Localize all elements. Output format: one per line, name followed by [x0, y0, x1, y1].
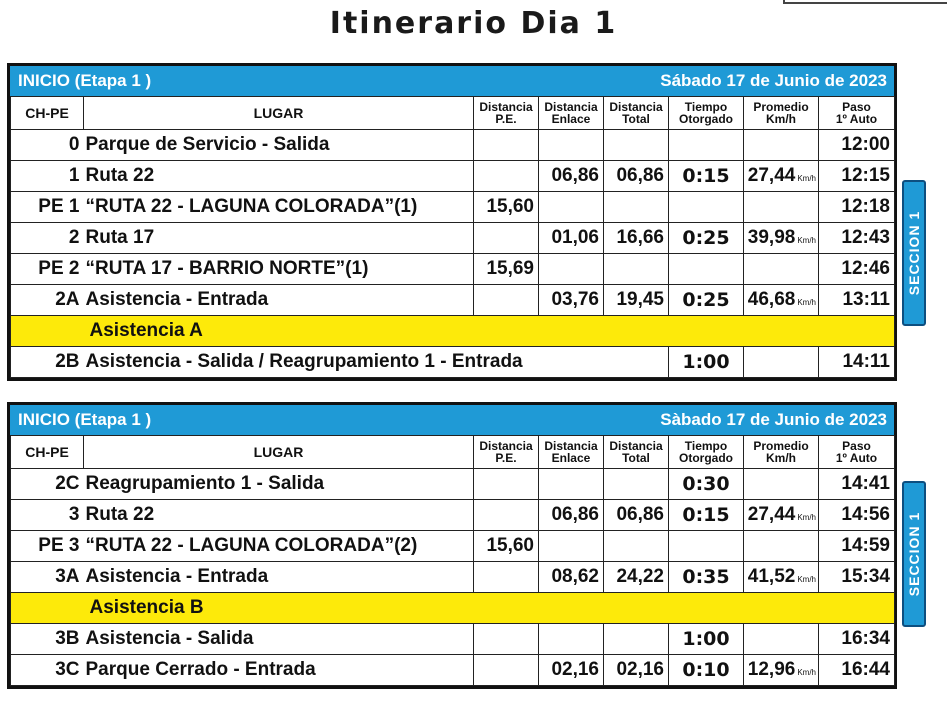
- row-dist-pe: [474, 161, 539, 192]
- row-code: PE 2: [11, 254, 84, 285]
- highlight-row: [11, 316, 895, 347]
- row-promedio-value: 41,52: [747, 566, 796, 587]
- row-tiempo: [669, 531, 744, 562]
- row-paso: 16:44: [819, 655, 895, 686]
- row-dist-total: [604, 469, 669, 500]
- col-dist-enlace-line1: Distancia: [544, 439, 598, 453]
- row-dist-pe: [474, 562, 539, 593]
- column-header-row: [11, 97, 895, 130]
- col-lugar: LUGAR: [84, 436, 474, 469]
- col-tiempo-line2: Otorgado: [679, 112, 733, 126]
- col-paso-line1: Paso: [842, 100, 871, 114]
- col-dist-total-line2: Total: [622, 112, 650, 126]
- highlight-spacer: [11, 316, 84, 347]
- date-label: Sàbado 17 de Junio de 2023: [660, 410, 887, 429]
- row-paso: 16:34: [819, 624, 895, 655]
- row-paso: 13:11: [819, 285, 895, 316]
- col-dist-enlace-line2: Enlace: [551, 112, 591, 126]
- table-header-bar: [10, 66, 894, 96]
- table-row: [11, 624, 895, 655]
- column-header-row: [11, 436, 895, 469]
- row-promedio: [744, 562, 819, 593]
- row-promedio: [744, 531, 819, 562]
- schedule-grid: [10, 96, 895, 378]
- row-dist-total: 06,86: [604, 161, 669, 192]
- highlight-row: [11, 593, 895, 624]
- row-tiempo: [669, 192, 744, 223]
- col-paso: [819, 97, 895, 130]
- row-code: PE 1: [11, 192, 84, 223]
- row-promedio: [744, 655, 819, 686]
- col-dist-pe-line1: Distancia: [479, 439, 533, 453]
- col-dist-enlace: [539, 97, 604, 130]
- row-place: “RUTA 22 - LAGUNA COLORADA”(1): [84, 192, 474, 223]
- col-paso-line2: 1º Auto: [835, 451, 878, 465]
- col-dist-enlace-line1: Distancia: [544, 100, 598, 114]
- col-dist-total: [604, 97, 669, 130]
- col-promedio-line2: Km/h: [766, 451, 796, 465]
- highlight-label: Asistencia B: [84, 593, 895, 624]
- row-dist-total: [604, 531, 669, 562]
- row-dist-total: [604, 624, 669, 655]
- row-dist-pe: [474, 500, 539, 531]
- table-row: [11, 161, 895, 192]
- col-paso: [819, 436, 895, 469]
- row-tiempo: 1:00: [669, 347, 744, 378]
- row-dist-total: 24,22: [604, 562, 669, 593]
- row-promedio-value: 27,44: [747, 165, 796, 186]
- row-dist-enlace: 02,16: [539, 655, 604, 686]
- col-promedio-line1: Promedio: [753, 439, 809, 453]
- row-dist-total: 16,66: [604, 223, 669, 254]
- row-tiempo: 0:15: [669, 161, 744, 192]
- row-dist-total: [604, 130, 669, 161]
- corner-frame-line: [783, 0, 947, 4]
- table-row: [11, 223, 895, 254]
- itinerary-table: [7, 402, 897, 689]
- row-code: 1: [11, 161, 84, 192]
- col-tiempo: [669, 97, 744, 130]
- table-row: [11, 531, 895, 562]
- col-tiempo-line2: Otorgado: [679, 451, 733, 465]
- section-badge-label: SECCION 1: [906, 511, 922, 597]
- row-promedio: [744, 500, 819, 531]
- col-chpe: CH-PE: [11, 436, 84, 469]
- row-dist-pe: [474, 624, 539, 655]
- row-paso: 12:00: [819, 130, 895, 161]
- section-badge: [902, 481, 926, 627]
- col-dist-enlace: [539, 436, 604, 469]
- schedule-grid: [10, 435, 895, 686]
- date-label: Sábado 17 de Junio de 2023: [660, 71, 887, 90]
- section-badge-label: SECCION 1: [906, 210, 922, 296]
- row-code: 2B: [11, 347, 84, 378]
- row-place: Ruta 22: [84, 500, 474, 531]
- table-row: [11, 192, 895, 223]
- row-dist-enlace: 06,86: [539, 161, 604, 192]
- row-promedio: [744, 223, 819, 254]
- row-dist-enlace: 01,06: [539, 223, 604, 254]
- row-promedio-value: 27,44: [747, 504, 796, 525]
- row-paso: 12:15: [819, 161, 895, 192]
- row-promedio: [744, 254, 819, 285]
- col-tiempo-line1: Tiempo: [684, 439, 728, 453]
- row-promedio-unit: Km/h: [797, 298, 816, 307]
- row-dist-pe: 15,60: [474, 531, 539, 562]
- row-paso: 12:46: [819, 254, 895, 285]
- table-header-bar: [10, 405, 894, 435]
- row-dist-pe: [474, 130, 539, 161]
- row-dist-pe: [474, 223, 539, 254]
- row-place: Asistencia - Salida / Reagrupamiento 1 - Entrada: [84, 347, 669, 378]
- row-dist-enlace: [539, 192, 604, 223]
- row-place: “RUTA 17 - BARRIO NORTE”(1): [84, 254, 474, 285]
- row-tiempo: 0:30: [669, 469, 744, 500]
- stage-label: INICIO (Etapa 1 ): [18, 71, 152, 90]
- col-dist-pe: [474, 436, 539, 469]
- row-dist-pe: 15,60: [474, 192, 539, 223]
- row-paso: 14:56: [819, 500, 895, 531]
- row-promedio-unit: Km/h: [797, 575, 816, 584]
- col-dist-total-line2: Total: [622, 451, 650, 465]
- row-promedio-unit: Km/h: [797, 513, 816, 522]
- table-row: [11, 254, 895, 285]
- col-dist-total: [604, 436, 669, 469]
- row-promedio-value: 39,98: [747, 227, 796, 248]
- col-promedio: [744, 436, 819, 469]
- table-row: [11, 285, 895, 316]
- stage-label: INICIO (Etapa 1 ): [18, 410, 152, 429]
- row-tiempo: 0:25: [669, 223, 744, 254]
- row-dist-total: [604, 254, 669, 285]
- row-promedio-unit: Km/h: [797, 668, 816, 677]
- row-dist-total: [604, 192, 669, 223]
- itinerary-table: [7, 63, 897, 381]
- row-paso: 15:34: [819, 562, 895, 593]
- table-row: [11, 655, 895, 686]
- col-tiempo-line1: Tiempo: [684, 100, 728, 114]
- col-dist-total-line1: Distancia: [609, 439, 663, 453]
- row-dist-total: 02,16: [604, 655, 669, 686]
- col-dist-total-line1: Distancia: [609, 100, 663, 114]
- row-code: 3A: [11, 562, 84, 593]
- row-dist-enlace: 06,86: [539, 500, 604, 531]
- col-dist-pe: [474, 97, 539, 130]
- row-dist-pe: 15,69: [474, 254, 539, 285]
- row-paso: 12:18: [819, 192, 895, 223]
- row-dist-enlace: [539, 254, 604, 285]
- row-dist-enlace: 08,62: [539, 562, 604, 593]
- row-place: Parque de Servicio - Salida: [84, 130, 474, 161]
- col-promedio: [744, 97, 819, 130]
- row-dist-enlace: [539, 624, 604, 655]
- row-tiempo: [669, 254, 744, 285]
- row-tiempo: 0:35: [669, 562, 744, 593]
- section-badge: [902, 180, 926, 326]
- row-promedio: [744, 285, 819, 316]
- col-promedio-line2: Km/h: [766, 112, 796, 126]
- row-dist-total: 06,86: [604, 500, 669, 531]
- row-dist-pe: [474, 469, 539, 500]
- row-tiempo: 0:15: [669, 500, 744, 531]
- row-promedio: [744, 161, 819, 192]
- row-code: 3: [11, 500, 84, 531]
- row-code: 3B: [11, 624, 84, 655]
- row-paso: 14:11: [819, 347, 895, 378]
- row-code: 2A: [11, 285, 84, 316]
- table-row: [11, 500, 895, 531]
- row-promedio: [744, 469, 819, 500]
- row-dist-pe: [474, 655, 539, 686]
- row-code: 2C: [11, 469, 84, 500]
- row-code: 0: [11, 130, 84, 161]
- row-tiempo: [669, 130, 744, 161]
- row-dist-enlace: 03,76: [539, 285, 604, 316]
- col-paso-line2: 1º Auto: [835, 112, 878, 126]
- row-place: “RUTA 22 - LAGUNA COLORADA”(2): [84, 531, 474, 562]
- col-dist-pe-line2: P.E.: [495, 451, 517, 465]
- row-place: Ruta 22: [84, 161, 474, 192]
- row-promedio: [744, 624, 819, 655]
- row-dist-enlace: [539, 531, 604, 562]
- col-paso-line1: Paso: [842, 439, 871, 453]
- row-dist-pe: [474, 285, 539, 316]
- row-code: 2: [11, 223, 84, 254]
- row-place: Reagrupamiento 1 - Salida: [84, 469, 474, 500]
- table-row: [11, 469, 895, 500]
- row-place: Ruta 17: [84, 223, 474, 254]
- highlight-label: Asistencia A: [84, 316, 895, 347]
- col-chpe: CH-PE: [11, 97, 84, 130]
- table-row: [11, 347, 895, 378]
- row-code: 3C: [11, 655, 84, 686]
- row-place: Asistencia - Entrada: [84, 285, 474, 316]
- row-promedio: [744, 130, 819, 161]
- row-place: Parque Cerrado - Entrada: [84, 655, 474, 686]
- table-row: [11, 130, 895, 161]
- col-promedio-line1: Promedio: [753, 100, 809, 114]
- row-paso: 14:41: [819, 469, 895, 500]
- col-lugar: LUGAR: [84, 97, 474, 130]
- col-dist-pe-line2: P.E.: [495, 112, 517, 126]
- row-tiempo: 0:10: [669, 655, 744, 686]
- row-paso: 12:43: [819, 223, 895, 254]
- row-promedio: [744, 347, 819, 378]
- col-dist-enlace-line2: Enlace: [551, 451, 591, 465]
- row-code: PE 3: [11, 531, 84, 562]
- row-place: Asistencia - Entrada: [84, 562, 474, 593]
- col-dist-pe-line1: Distancia: [479, 100, 533, 114]
- table-row: [11, 562, 895, 593]
- row-dist-enlace: [539, 469, 604, 500]
- row-promedio-value: 12,96: [747, 659, 796, 680]
- row-tiempo: 0:25: [669, 285, 744, 316]
- row-place: Asistencia - Salida: [84, 624, 474, 655]
- row-tiempo: 1:00: [669, 624, 744, 655]
- page-title: Itinerario Dia 1: [329, 6, 618, 41]
- row-dist-enlace: [539, 130, 604, 161]
- row-promedio: [744, 192, 819, 223]
- row-promedio-unit: Km/h: [797, 236, 816, 245]
- row-promedio-unit: Km/h: [797, 174, 816, 183]
- row-dist-total: 19,45: [604, 285, 669, 316]
- highlight-spacer: [11, 593, 84, 624]
- row-paso: 14:59: [819, 531, 895, 562]
- col-tiempo: [669, 436, 744, 469]
- row-promedio-value: 46,68: [747, 289, 796, 310]
